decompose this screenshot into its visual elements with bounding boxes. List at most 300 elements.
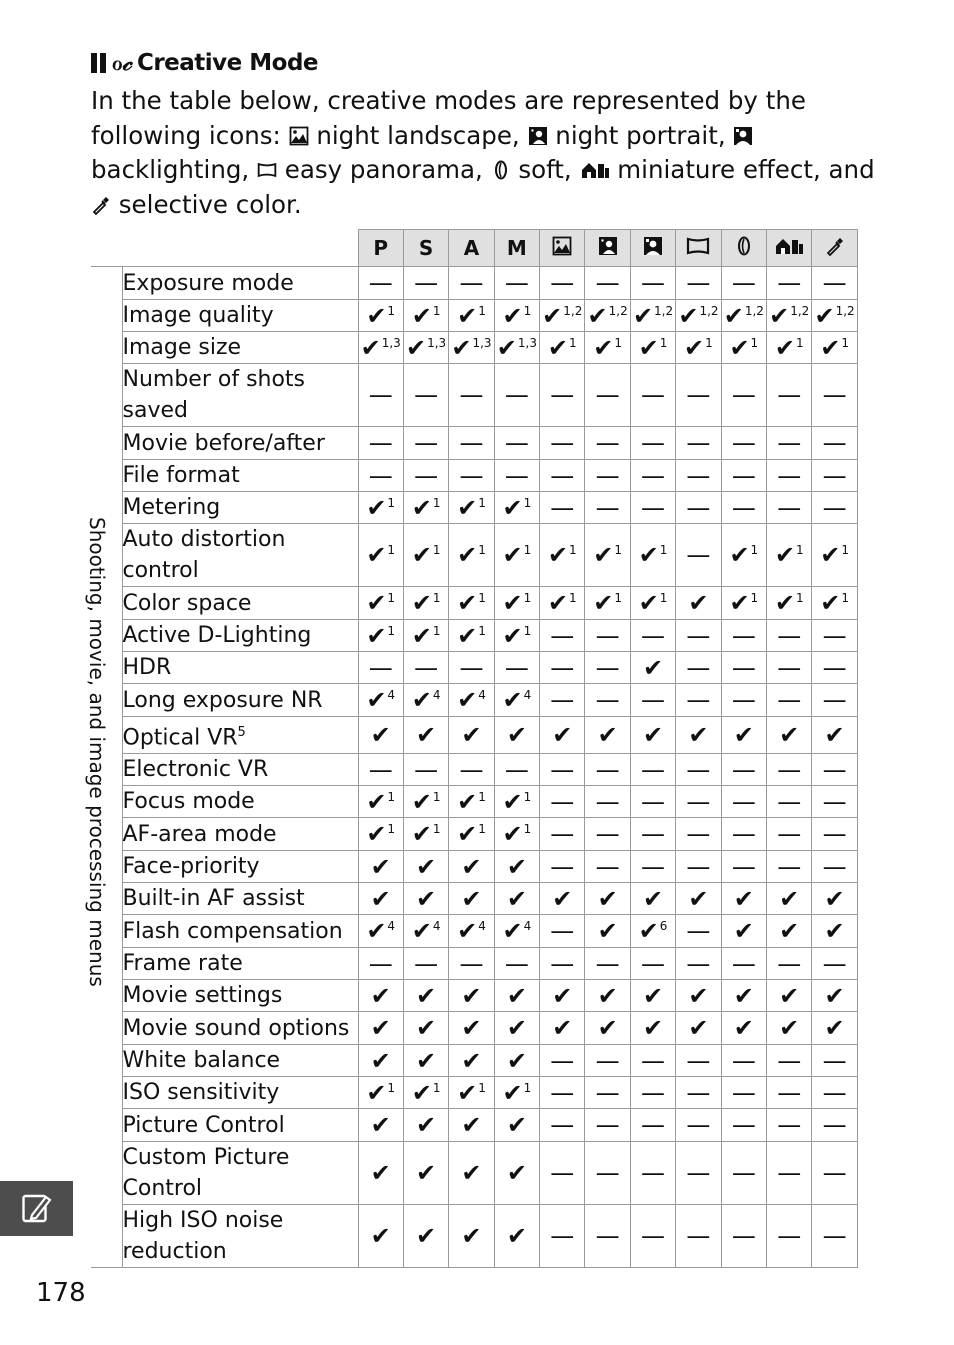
footnote-marker: 1 bbox=[523, 303, 532, 318]
check-icon: ✔ bbox=[457, 589, 478, 617]
footnote-marker: 1 bbox=[841, 591, 849, 605]
check-icon: ✔ bbox=[502, 787, 523, 816]
availability-cell bbox=[494, 786, 539, 818]
intro-text: night landscape, bbox=[316, 120, 528, 150]
footnote-marker: 1,2 bbox=[790, 303, 810, 318]
availability-cell bbox=[540, 883, 585, 915]
not-available-cell: — bbox=[585, 652, 630, 684]
header-easy-panorama bbox=[676, 230, 721, 267]
not-available-cell: — bbox=[767, 1205, 812, 1268]
availability-cell bbox=[767, 717, 812, 754]
availability-cell bbox=[630, 300, 675, 332]
not-available-cell: — bbox=[721, 1077, 766, 1109]
footnote-marker: 1 bbox=[523, 1080, 532, 1095]
backlighting-icon bbox=[733, 126, 753, 146]
availability-cell bbox=[449, 300, 494, 332]
availability-cell bbox=[585, 915, 630, 948]
availability-cell bbox=[449, 1012, 494, 1045]
not-available-cell: — bbox=[540, 492, 585, 524]
footnote-marker: 1 bbox=[841, 335, 849, 350]
availability-cell bbox=[494, 717, 539, 754]
not-available-cell: — bbox=[630, 851, 675, 883]
not-available-cell: — bbox=[494, 652, 539, 684]
footnote-marker: 1 bbox=[659, 543, 668, 557]
availability-cell bbox=[540, 587, 585, 620]
check-icon: ✔ bbox=[597, 981, 618, 1010]
not-available-cell: — bbox=[585, 851, 630, 883]
availability-cell bbox=[449, 684, 494, 717]
table-row bbox=[91, 524, 857, 587]
table-row bbox=[91, 684, 857, 717]
availability-cell bbox=[630, 332, 675, 364]
check-icon: ✔ bbox=[366, 589, 387, 617]
table-row bbox=[91, 492, 857, 524]
footnote-marker: 4 bbox=[432, 688, 441, 702]
check-icon: ✔ bbox=[366, 1078, 387, 1107]
soft-icon bbox=[491, 160, 511, 180]
not-available-cell: — bbox=[767, 267, 812, 300]
check-icon: ✔ bbox=[642, 653, 664, 682]
check-icon: ✔ bbox=[370, 852, 391, 881]
check-icon: ✔ bbox=[416, 721, 437, 750]
not-available-cell: — bbox=[540, 460, 585, 492]
check-icon: ✔ bbox=[411, 301, 432, 330]
not-available-cell: — bbox=[812, 492, 857, 524]
footnote-marker: 1 bbox=[523, 822, 532, 837]
row-label-text: Picture Control bbox=[122, 1112, 285, 1138]
not-available-cell: — bbox=[630, 684, 675, 717]
not-available-cell: — bbox=[812, 427, 857, 460]
check-icon: ✔ bbox=[502, 1078, 523, 1107]
check-icon: ✔ bbox=[547, 541, 568, 569]
check-icon: ✔ bbox=[366, 493, 387, 522]
availability-cell bbox=[721, 915, 766, 948]
availability-cell bbox=[494, 1012, 539, 1045]
easy-panorama-icon bbox=[257, 160, 277, 180]
footnote-marker: 1 bbox=[387, 543, 396, 557]
availability-cell bbox=[358, 1142, 403, 1205]
header-s: S bbox=[403, 230, 448, 267]
availability-cell bbox=[358, 883, 403, 915]
availability-cell bbox=[358, 492, 403, 524]
check-icon: ✔ bbox=[820, 333, 841, 362]
footnote-marker: 1 bbox=[478, 303, 486, 318]
table-row bbox=[91, 1045, 857, 1077]
row-label bbox=[122, 915, 358, 948]
check-icon: ✔ bbox=[405, 333, 427, 362]
not-available-cell: — bbox=[676, 684, 721, 717]
not-available-cell: — bbox=[767, 427, 812, 460]
row-label-text: Movie sound options bbox=[122, 1015, 350, 1041]
check-icon: ✔ bbox=[411, 917, 432, 946]
row-label-text: Electronic VR bbox=[122, 757, 269, 783]
table-row bbox=[91, 587, 857, 620]
not-available-cell: — bbox=[767, 818, 812, 851]
check-icon: ✔ bbox=[411, 541, 432, 569]
check-icon: ✔ bbox=[416, 1222, 437, 1251]
check-icon: ✔ bbox=[411, 589, 432, 617]
check-icon: ✔ bbox=[547, 333, 568, 362]
availability-cell bbox=[403, 851, 448, 883]
backlighting-icon bbox=[643, 236, 663, 256]
row-label-text: Long exposure NR bbox=[122, 687, 323, 713]
check-icon: ✔ bbox=[496, 333, 517, 362]
table-row bbox=[91, 652, 857, 684]
not-available-cell: — bbox=[676, 818, 721, 851]
availability-cell bbox=[358, 1077, 403, 1109]
row-label bbox=[122, 427, 358, 460]
row-label-text: ISO sensitivity bbox=[122, 1080, 280, 1106]
row-label-text: Active D-Lighting bbox=[122, 623, 312, 648]
not-available-cell: — bbox=[767, 1077, 812, 1109]
row-label-text: Focus mode bbox=[122, 789, 255, 815]
availability-cell bbox=[540, 717, 585, 754]
availability-cell bbox=[585, 980, 630, 1012]
check-icon: ✔ bbox=[502, 493, 523, 522]
row-label bbox=[122, 267, 358, 300]
miniature-effect-icon bbox=[580, 160, 610, 180]
not-available-cell: — bbox=[676, 754, 721, 786]
availability-cell bbox=[449, 332, 494, 364]
footnote-marker: 1,2 bbox=[744, 303, 764, 318]
check-icon: ✔ bbox=[779, 917, 800, 946]
not-available-cell: — bbox=[358, 460, 403, 492]
check-icon: ✔ bbox=[370, 721, 391, 750]
not-available-cell: — bbox=[812, 460, 857, 492]
check-icon: ✔ bbox=[457, 686, 478, 714]
availability-cell bbox=[358, 587, 403, 620]
not-available-cell: — bbox=[721, 948, 766, 980]
not-available-cell: — bbox=[767, 492, 812, 524]
not-available-cell: — bbox=[494, 948, 539, 980]
check-icon: ✔ bbox=[688, 884, 709, 913]
row-label bbox=[122, 364, 358, 427]
row-label-text: High ISO noise reduction bbox=[122, 1208, 284, 1265]
availability-cell bbox=[767, 524, 812, 587]
availability-cell bbox=[540, 300, 585, 332]
footnote-marker: 1 bbox=[432, 495, 441, 510]
side-label-cell bbox=[85, 267, 122, 1268]
check-icon: ✔ bbox=[366, 301, 387, 330]
check-icon: ✔ bbox=[370, 1159, 391, 1188]
not-available-cell: — bbox=[676, 1205, 721, 1268]
availability-cell bbox=[767, 883, 812, 915]
availability-cell bbox=[494, 524, 539, 587]
row-label-text: Auto distortion control bbox=[122, 527, 286, 583]
footnote-marker: 1 bbox=[432, 543, 441, 557]
not-available-cell: — bbox=[767, 364, 812, 427]
availability-cell bbox=[676, 1012, 721, 1045]
availability-cell bbox=[449, 883, 494, 915]
not-available-cell: — bbox=[540, 1205, 585, 1268]
not-available-cell: — bbox=[585, 1142, 630, 1205]
check-icon: ✔ bbox=[774, 589, 795, 617]
footnote-marker: 1 bbox=[841, 543, 849, 557]
availability-cell bbox=[767, 587, 812, 620]
check-icon: ✔ bbox=[461, 1014, 482, 1043]
check-icon: ✔ bbox=[411, 820, 432, 849]
check-icon: ✔ bbox=[461, 981, 482, 1010]
check-icon: ✔ bbox=[416, 981, 437, 1010]
not-available-cell: — bbox=[449, 948, 494, 980]
footnote-marker: 1 bbox=[659, 335, 668, 350]
footnote-marker: 4 bbox=[478, 688, 486, 702]
availability-cell bbox=[540, 332, 585, 364]
not-available-cell: — bbox=[540, 754, 585, 786]
footnote-marker: 1 bbox=[523, 591, 532, 605]
check-icon: ✔ bbox=[774, 333, 795, 362]
not-available-cell: — bbox=[812, 786, 857, 818]
night-landscape-icon bbox=[552, 236, 572, 256]
intro-text: selective color. bbox=[118, 189, 302, 219]
section-heading bbox=[91, 50, 318, 76]
availability-cell bbox=[403, 1045, 448, 1077]
row-label bbox=[122, 460, 358, 492]
availability-cell bbox=[449, 620, 494, 652]
not-available-cell: — bbox=[676, 267, 721, 300]
table-row bbox=[91, 754, 857, 786]
row-label-text: Color space bbox=[122, 590, 252, 616]
not-available-cell: — bbox=[676, 1142, 721, 1205]
not-available-cell: — bbox=[812, 851, 857, 883]
not-available-cell: — bbox=[540, 620, 585, 652]
check-icon: ✔ bbox=[411, 787, 432, 816]
footnote-marker: 1 bbox=[478, 822, 486, 837]
availability-cell bbox=[494, 492, 539, 524]
check-icon: ✔ bbox=[506, 1159, 527, 1188]
not-available-cell: — bbox=[449, 754, 494, 786]
availability-cell bbox=[812, 332, 857, 364]
availability-cell bbox=[403, 786, 448, 818]
not-available-cell: — bbox=[812, 1077, 857, 1109]
row-label bbox=[122, 684, 358, 717]
not-available-cell: — bbox=[585, 1205, 630, 1268]
footnote-marker: 1 bbox=[568, 543, 577, 557]
availability-cell bbox=[676, 587, 721, 620]
availability-cell bbox=[494, 1109, 539, 1142]
side-label: Shooting, movie, and image processing menus bbox=[85, 517, 109, 987]
check-icon: ✔ bbox=[824, 981, 845, 1010]
row-label-text: Face-priority bbox=[122, 854, 260, 880]
footnote-marker: 1 bbox=[750, 335, 759, 350]
not-available-cell: — bbox=[721, 786, 766, 818]
table-row bbox=[91, 980, 857, 1012]
footnote-marker: 1 bbox=[705, 335, 713, 350]
header-selective-color bbox=[812, 230, 857, 267]
availability-cell bbox=[494, 883, 539, 915]
availability-cell bbox=[403, 818, 448, 851]
not-available-cell: — bbox=[403, 460, 448, 492]
not-available-cell: — bbox=[812, 754, 857, 786]
availability-cell bbox=[494, 980, 539, 1012]
check-icon: ✔ bbox=[593, 589, 614, 617]
not-available-cell: — bbox=[721, 364, 766, 427]
check-icon: ✔ bbox=[729, 333, 750, 362]
creative-mode-icon: ℴ𝒸 bbox=[112, 50, 131, 76]
footnote-marker: 1 bbox=[432, 623, 441, 638]
table-row bbox=[91, 460, 857, 492]
check-icon: ✔ bbox=[461, 852, 482, 881]
availability-cell bbox=[630, 1012, 675, 1045]
row-label bbox=[122, 1109, 358, 1142]
not-available-cell: — bbox=[676, 427, 721, 460]
availability-cell bbox=[403, 332, 448, 364]
not-available-cell: — bbox=[449, 267, 494, 300]
footnote-marker: 1 bbox=[432, 822, 441, 837]
not-available-cell: — bbox=[812, 818, 857, 851]
not-available-cell: — bbox=[585, 818, 630, 851]
availability-cell bbox=[767, 980, 812, 1012]
not-available-cell: — bbox=[403, 364, 448, 427]
not-available-cell: — bbox=[721, 1109, 766, 1142]
row-label-text: Custom Picture Control bbox=[122, 1145, 290, 1202]
footnote-marker: 1 bbox=[387, 495, 396, 510]
check-icon: ✔ bbox=[370, 981, 391, 1010]
not-available-cell: — bbox=[585, 684, 630, 717]
availability-cell bbox=[449, 1205, 494, 1268]
not-available-cell: — bbox=[630, 1142, 675, 1205]
check-icon: ✔ bbox=[779, 721, 800, 750]
not-available-cell: — bbox=[676, 652, 721, 684]
footnote-marker: 1 bbox=[568, 335, 577, 350]
not-available-cell: — bbox=[767, 620, 812, 652]
availability-cell bbox=[403, 492, 448, 524]
footnote-marker: 1 bbox=[387, 789, 396, 804]
availability-cell bbox=[449, 818, 494, 851]
footnote-marker: 1 bbox=[387, 623, 396, 638]
not-available-cell: — bbox=[540, 684, 585, 717]
row-label bbox=[122, 1077, 358, 1109]
not-available-cell: — bbox=[403, 754, 448, 786]
footnote-marker: 1 bbox=[478, 1080, 486, 1095]
header-soft bbox=[721, 230, 766, 267]
availability-cell bbox=[812, 883, 857, 915]
table-row bbox=[91, 1077, 857, 1109]
not-available-cell: — bbox=[585, 786, 630, 818]
check-icon: ✔ bbox=[457, 820, 478, 849]
not-available-cell: — bbox=[540, 652, 585, 684]
table-row bbox=[91, 267, 857, 300]
availability-cell bbox=[676, 883, 721, 915]
availability-cell bbox=[585, 1012, 630, 1045]
not-available-cell: — bbox=[540, 786, 585, 818]
check-icon: ✔ bbox=[729, 589, 750, 617]
availability-cell bbox=[358, 1012, 403, 1045]
check-icon: ✔ bbox=[638, 333, 659, 362]
not-available-cell: — bbox=[540, 364, 585, 427]
intro-text: soft, bbox=[518, 155, 580, 185]
not-available-cell: — bbox=[630, 754, 675, 786]
availability-cell bbox=[449, 1142, 494, 1205]
row-label bbox=[122, 587, 358, 620]
footnote-marker: 1 bbox=[387, 822, 396, 837]
availability-cell bbox=[449, 786, 494, 818]
header-a: A bbox=[449, 230, 494, 267]
check-icon: ✔ bbox=[416, 1111, 437, 1140]
availability-cell bbox=[767, 1012, 812, 1045]
row-label-text: Flash compensation bbox=[122, 918, 343, 944]
check-icon: ✔ bbox=[366, 621, 387, 650]
availability-cell bbox=[494, 851, 539, 883]
availability-cell bbox=[403, 524, 448, 587]
row-label-text: Optical VR bbox=[122, 725, 238, 751]
footnote-marker: 1,2 bbox=[608, 303, 628, 318]
not-available-cell: — bbox=[585, 460, 630, 492]
check-icon: ✔ bbox=[774, 541, 795, 569]
not-available-cell: — bbox=[767, 1109, 812, 1142]
table-row bbox=[91, 915, 857, 948]
check-icon: ✔ bbox=[416, 1014, 437, 1043]
intro-text: miniature effect, and bbox=[617, 155, 875, 185]
not-available-cell: — bbox=[449, 427, 494, 460]
check-icon: ✔ bbox=[366, 541, 387, 569]
check-icon: ✔ bbox=[733, 1014, 754, 1043]
availability-cell bbox=[358, 1045, 403, 1077]
check-icon: ✔ bbox=[370, 1046, 391, 1075]
footnote-marker: 1 bbox=[795, 591, 804, 605]
availability-cell bbox=[403, 620, 448, 652]
not-available-cell: — bbox=[676, 1109, 721, 1142]
not-available-cell: — bbox=[812, 1205, 857, 1268]
not-available-cell: — bbox=[585, 1045, 630, 1077]
check-icon: ✔ bbox=[416, 852, 437, 881]
not-available-cell: — bbox=[721, 620, 766, 652]
availability-cell bbox=[812, 915, 857, 948]
availability-cell bbox=[585, 717, 630, 754]
not-available-cell: — bbox=[676, 851, 721, 883]
check-icon: ✔ bbox=[824, 884, 845, 913]
availability-cell bbox=[449, 717, 494, 754]
availability-cell bbox=[494, 1077, 539, 1109]
footnote-marker: 1 bbox=[614, 591, 623, 605]
not-available-cell: — bbox=[767, 948, 812, 980]
row-label bbox=[122, 1012, 358, 1045]
not-available-cell: — bbox=[630, 1077, 675, 1109]
not-available-cell: — bbox=[812, 948, 857, 980]
not-available-cell: — bbox=[449, 460, 494, 492]
check-icon: ✔ bbox=[779, 1014, 800, 1043]
check-icon: ✔ bbox=[824, 917, 845, 946]
footnote-marker: 1 bbox=[795, 543, 804, 557]
not-available-cell: — bbox=[630, 818, 675, 851]
footnote-marker: 1 bbox=[614, 543, 623, 557]
availability-cell bbox=[721, 587, 766, 620]
row-label bbox=[122, 883, 358, 915]
check-icon: ✔ bbox=[820, 541, 841, 569]
footnote-marker: 1 bbox=[387, 591, 396, 605]
footnote-marker: 1 bbox=[523, 543, 532, 557]
not-available-cell: — bbox=[630, 948, 675, 980]
check-icon: ✔ bbox=[779, 884, 800, 913]
not-available-cell: — bbox=[540, 915, 585, 948]
table-row bbox=[91, 717, 857, 754]
not-available-cell: — bbox=[676, 1077, 721, 1109]
footnote-marker: 4 bbox=[387, 688, 396, 702]
row-label bbox=[122, 332, 358, 364]
not-available-cell: — bbox=[540, 1045, 585, 1077]
not-available-cell: — bbox=[721, 1142, 766, 1205]
check-icon: ✔ bbox=[457, 493, 478, 522]
check-icon: ✔ bbox=[729, 541, 750, 569]
availability-cell bbox=[812, 587, 857, 620]
check-icon: ✔ bbox=[457, 301, 478, 330]
check-icon: ✔ bbox=[457, 787, 478, 816]
availability-cell bbox=[449, 1077, 494, 1109]
footnote-marker: 1,2 bbox=[563, 303, 583, 318]
row-label bbox=[122, 524, 358, 587]
check-icon: ✔ bbox=[733, 884, 754, 913]
availability-cell bbox=[494, 1142, 539, 1205]
